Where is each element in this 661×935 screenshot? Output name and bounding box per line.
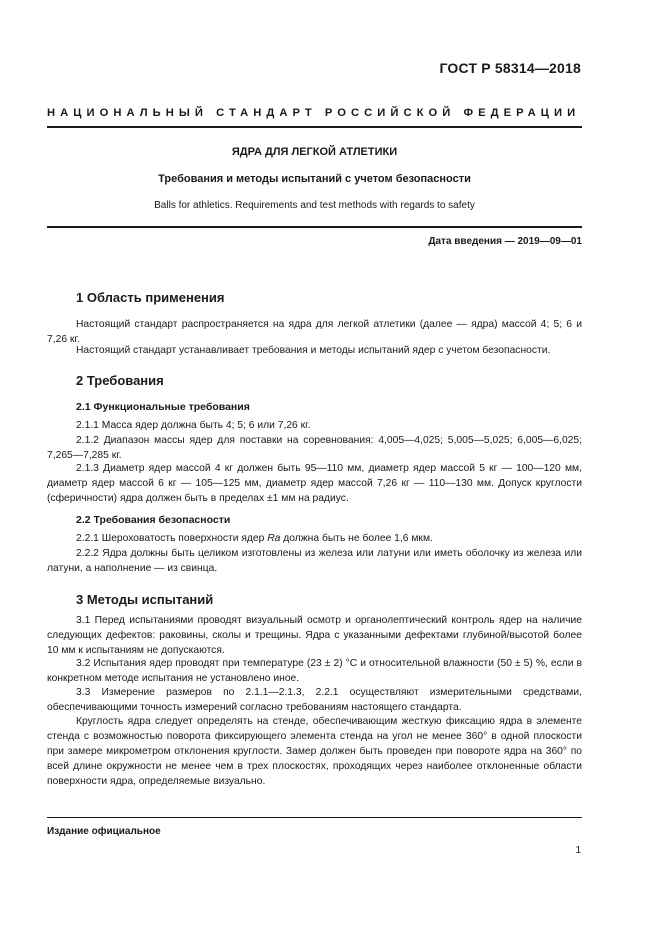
clause-2-2-2: 2.2.2 Ядра должны быть целиком изготовлены из железа или латуни или иметь оболочку из железа или латуни, а наполнение — из свинца.: [47, 548, 582, 574]
subsection-2-1-heading: 2.1 Функциональные требования: [76, 401, 250, 413]
document-subtitle: Требования и методы испытаний с учетом безопасности: [158, 173, 471, 185]
document-code: ГОСТ Р 58314—2018: [439, 60, 581, 76]
title-rule: [47, 226, 582, 228]
clause-2-1-2: 2.1.2 Диапазон массы ядер для поставки на соревнования: 4,005—4,025; 5,005—5,025; 6,005—6,025; 7,265—7,285 кг.: [47, 435, 582, 461]
document-title: ЯДРА ДЛЯ ЛЕГКОЙ АТЛЕТИКИ: [231, 146, 398, 158]
clause-2-2-1: [47, 532, 582, 547]
page-number: 1: [575, 845, 581, 856]
introduction-date: Дата введения — 2019—09—01: [428, 236, 582, 247]
clause-2-2-1-text-end: должна быть не более 1,6 мкм.: [280, 533, 433, 544]
clause-3-3: 3.3 Измерение размеров по 2.1.1—2.1.3, 2.2.1 осуществляют измерительными средствами, обеспечивающими точность измерений согласно требованиям настоящего стандарта.: [47, 687, 582, 713]
section-1-heading: 1 Область применения: [76, 290, 225, 305]
footer-rule: [47, 817, 582, 818]
national-standard-heading: НАЦИОНАЛЬНЫЙ СТАНДАРТ РОССИЙСКОЙ ФЕДЕРАЦИИ: [47, 107, 581, 119]
clause-3-3-roundness: Круглость ядра следует определять на стенде, обеспечивающим жесткую фиксацию ядра в элементе стенда с возможностью поворота фиксирующего элемента стенда на угол не менее 360° в одной плоскости при замере микрометром отклонения круглости. Замер должен быть проведен при повороте ядра на 360° по всей длине окружности не менее чем в трех плоскостях, проходящих через наиболее отклоненные области поверхности ядра, определяемые визуально.: [47, 716, 582, 787]
section-1-paragraph: Настоящий стандарт устанавливает требования и методы испытаний ядер с учетом безопасности.: [76, 345, 551, 356]
clause-3-1: 3.1 Перед испытаниями проводят визуальный осмотр и органолептический контроль ядер на наличие следующих дефектов: раковины, сколы и трещины. Ядра с указанными дефектами глубиной/высотой более 10 мм к испытаниям не допускаются.: [47, 615, 582, 656]
clause-2-1-3: 2.1.3 Диаметр ядер массой 4 кг должен быть 95—110 мм, диаметр ядер массой 5 кг — 100—120 мм, диаметр ядер массой 6 кг — 105—125 мм, диаметр ядер массой 7,26 кг — 110—130 мм. Допуск круглости (сферичности) ядра должен быть в пределах ±1 мм на радиус.: [47, 463, 582, 504]
official-edition-label: Издание официальное: [47, 826, 161, 837]
clause-2-2-1-text: 2.2.1 Шероховатость поверхности ядер: [76, 533, 268, 544]
section-1-paragraph: Настоящий стандарт распространяется на ядра для легкой атлетики (далее — ядра) массой 4; 5; 6 и 7,26 кг.: [47, 319, 582, 345]
clause-3-2: 3.2 Испытания ядер проводят при температуре (23 ± 2) °С и относительной влажности (50 ± 5) %, если в конкретном методе испытания не установлено иное.: [47, 658, 582, 684]
document-title-english: Balls for athletics. Requirements and test methods with regards to safety: [154, 200, 475, 211]
header-rule: [47, 126, 582, 128]
roughness-symbol: Ra: [267, 533, 281, 544]
section-2-heading: 2 Требования: [76, 373, 164, 388]
clause-2-1-1: 2.1.1 Масса ядер должна быть 4; 5; 6 или 7,26 кг.: [76, 420, 311, 431]
subsection-2-2-heading: 2.2 Требования безопасности: [76, 514, 231, 526]
section-3-heading: 3 Методы испытаний: [76, 592, 214, 607]
